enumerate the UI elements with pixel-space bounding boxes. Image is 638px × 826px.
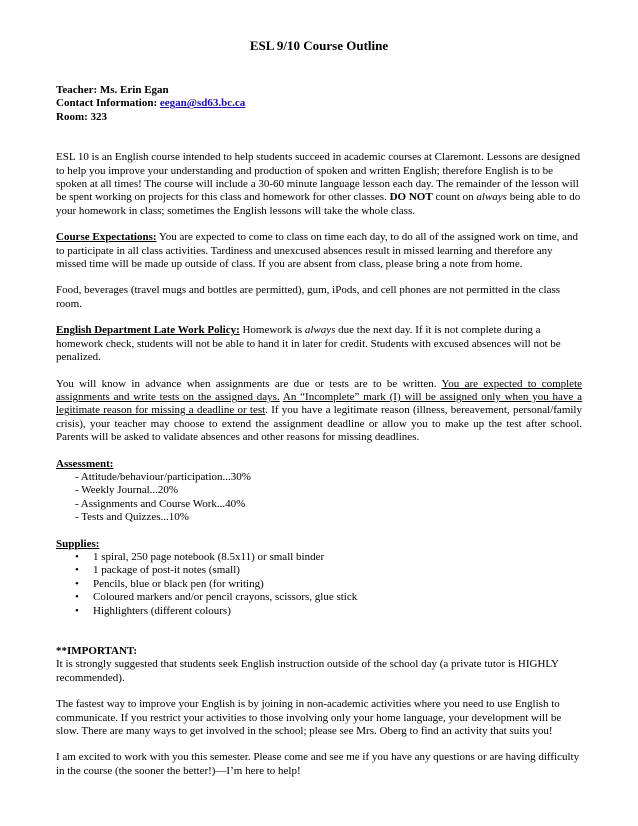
fastest-paragraph: The fastest way to improve your English is by joining in non-academic activities where you need to use English to communicate. If you restrict your activities to those involving only your home language, your development will be slow. There are many ways to get involved in the school; please see Mrs. Oberg to find an activity that suits you! — [56, 698, 562, 738]
supply-text: Pencils, blue or black pen (for writing) — [93, 577, 264, 590]
room-line — [56, 111, 582, 124]
assessment-item: - Attitude/behaviour/participation...30% — [75, 470, 251, 483]
advance-underline-2: An “Incomplete” mark (I) will be assigned only when you have a legitimate reason for missing a deadline or test — [56, 390, 582, 417]
important-text: It is strongly suggested that students seek English instruction outside of the school day (a private tutor is HIGHLY recommended). — [56, 658, 559, 684]
bullet-icon: • — [75, 604, 79, 617]
late-policy-paragraph — [56, 324, 582, 364]
late-policy-always: always — [304, 324, 336, 337]
supply-text: Highlighters (different colours) — [93, 604, 231, 617]
bullet-icon: • — [75, 577, 79, 590]
advance-underline-1: You are expected to complete assignments and write tests on the assigned days. — [56, 377, 583, 403]
expectations-text: You are expected to come to class on time each day, to do all of the assigned work on time, and to participate in all class activities. Tardiness and unexcused absences result in missed learning and therefore any missed time will be made up outside of class. If you are absent from class, please bring a note from home. — [56, 231, 578, 271]
room-label: Room: — [56, 110, 88, 123]
assessment-item: - Assignments and Course Work...40% — [75, 497, 246, 510]
food-paragraph: Food, beverages (travel mugs and bottles are permitted), gum, iPods, and cell phones are not permitted in the class room. — [56, 284, 561, 310]
supply-text: Coloured markers and/or pencil crayons, scissors, glue stick — [93, 591, 358, 604]
supplies-section — [56, 538, 582, 618]
teacher-label: Teacher: — [56, 84, 98, 96]
contact-line — [56, 97, 582, 110]
advance-text-3: . If you have a legitimate reason (illness, bereavement, personal/family crisis), your teacher may choose to extend the assignment deadline or allow you to make up the test after school. Parents will be asked to validate absences and other reasons for missing deadlines. — [56, 404, 582, 444]
intro-text-3: being able to do your homework in class; sometimes the English lessons will take the whole class. — [56, 191, 581, 217]
advance-text-1: You will know in advance when assignments are due or tests are to be written. — [56, 377, 442, 390]
contact-label: Contact Information: — [56, 97, 158, 110]
closing-paragraph: I am excited to work with you this semester. Please come and see me if you have any questions or are having difficulty in the course (the sooner the better!)—I’m here to help! — [56, 751, 580, 777]
expectations-label: Course Expectations: — [56, 231, 157, 244]
list-item — [56, 564, 582, 577]
bullet-icon: • — [75, 591, 79, 604]
bullet-icon: • — [75, 550, 79, 563]
page-title: ESL 9/10 Course Outline — [249, 38, 389, 53]
intro-paragraph — [56, 151, 582, 218]
assessment-item: - Weekly Journal...20% — [75, 484, 179, 497]
intro-text-1: ESL 10 is an English course intended to help students succeed in academic courses at Claremont. Lessons are designed to help you improve your understanding and production of spoken and written English; therefore English is to be spoken at all times! The course will include a 30-60 minute language lesson each day. The remainder of the lesson will be spent working on projects for this class and homework for other classes. — [56, 151, 581, 204]
important-section — [56, 645, 582, 685]
late-policy-text-1: Homework is — [239, 324, 305, 337]
room-number: 323 — [90, 110, 108, 123]
list-item — [56, 551, 582, 564]
intro-text-2: count on — [432, 191, 477, 204]
supply-text: 1 package of post-it notes (small) — [93, 564, 240, 577]
bullet-icon: • — [75, 564, 79, 577]
late-policy-label: English Department Late Work Policy: — [56, 324, 240, 337]
list-item — [56, 591, 582, 604]
late-policy-text-2: due the next day. If it is not complete during a homework check, students will not be able to hand it in later for credit. Students with excused absences will not be penalized. — [56, 324, 561, 364]
assessment-label: Assessment: — [56, 457, 114, 470]
intro-do-not: DO NOT — [389, 191, 433, 204]
email-link[interactable]: eegan@sd63.bc.ca — [159, 97, 246, 110]
list-item — [56, 578, 582, 591]
intro-always: always — [476, 191, 507, 204]
supplies-list — [56, 551, 582, 618]
assessment-item: - Tests and Quizzes...10% — [75, 511, 189, 524]
advance-paragraph — [56, 378, 582, 445]
assessment-section — [56, 458, 582, 525]
important-label: **IMPORTANT: — [56, 645, 138, 657]
teacher-line — [56, 84, 582, 97]
supply-text: 1 spiral, 250 page notebook (8.5x11) or small binder — [93, 550, 325, 563]
list-item — [56, 605, 582, 618]
supplies-label: Supplies: — [56, 537, 100, 550]
expectations-paragraph — [56, 231, 582, 271]
teacher-name: Ms. Erin Egan — [99, 84, 169, 96]
